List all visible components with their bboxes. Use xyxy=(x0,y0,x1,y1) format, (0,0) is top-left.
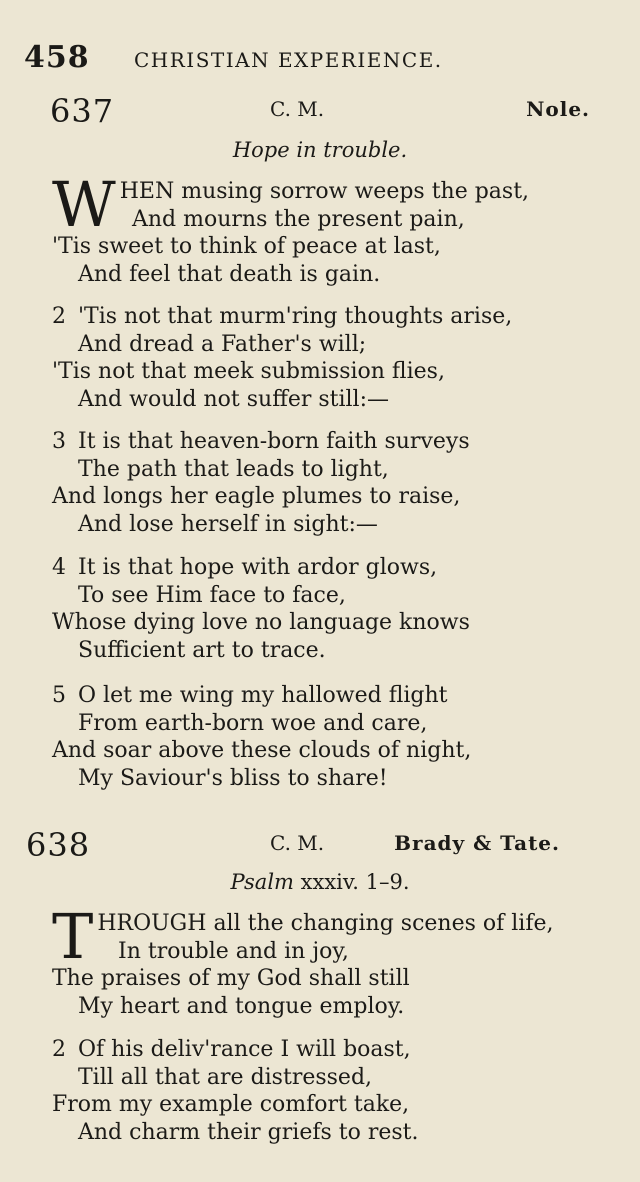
hymn-637-verse-4 xyxy=(52,554,612,664)
verse-line: And longs her eagle plumes to raise, xyxy=(52,484,461,509)
verse-line: From earth-born woe and care, xyxy=(78,710,428,736)
psalm-label: Psalm xyxy=(230,870,294,894)
verse-line: To see Him face to face, xyxy=(78,582,346,608)
hymn-637-verse-1 xyxy=(52,168,612,288)
verse-line: And lose herself in sight:— xyxy=(78,511,378,537)
verse-line: It is that hope with ardor glows, xyxy=(78,555,438,580)
verse-number: 2 xyxy=(52,304,66,329)
verse-line: And feel that death is gain. xyxy=(78,261,381,287)
verse-line: 'Tis sweet to think of peace at last, xyxy=(52,234,441,259)
verse-line: And charm their griefs to rest. xyxy=(78,1119,419,1145)
hymn-number: 638 xyxy=(26,826,91,864)
verse-line: And would not suffer still:— xyxy=(78,386,390,412)
verse-line: It is that heaven-born faith surveys xyxy=(78,429,470,454)
hymn-meter: C. M. xyxy=(270,97,325,121)
verse-line: My Saviour's bliss to share! xyxy=(78,765,388,791)
verse-number: 2 xyxy=(52,1037,66,1062)
hymn-author: Brady & Tate. xyxy=(394,831,560,855)
running-head xyxy=(24,40,604,76)
verse-line: In trouble and in joy, xyxy=(118,938,349,964)
hymn-638-header xyxy=(0,826,600,866)
verse-line: And dread a Father's will; xyxy=(78,331,367,357)
page-number: 458 xyxy=(24,40,90,75)
hymn-subtitle xyxy=(0,870,640,894)
hymn-638-verse-2 xyxy=(52,1036,612,1146)
drop-cap: T xyxy=(52,900,94,973)
hymn-637-verse-3 xyxy=(52,428,612,538)
verse-line: 'Tis not that meek submission flies, xyxy=(52,359,445,384)
hymn-637-verse-2 xyxy=(52,303,612,413)
hymn-637-verse-5 xyxy=(52,682,612,792)
hymn-meter: C. M. xyxy=(270,831,325,855)
verse-number: 3 xyxy=(52,429,66,454)
hymn-637-header xyxy=(0,92,600,132)
verse-line: Whose dying love no language knows xyxy=(52,610,470,635)
verse-line: O let me wing my hallowed flight xyxy=(78,683,448,708)
verse-line: HROUGH all the changing scenes of life, xyxy=(97,911,554,936)
verse-line: HEN musing sorrow weeps the past, xyxy=(119,179,530,204)
hymn-638-verse-1 xyxy=(52,900,612,1020)
verse-line: And soar above these clouds of night, xyxy=(52,738,472,763)
drop-cap: W xyxy=(52,168,116,241)
verse-line: And mourns the present pain, xyxy=(132,206,465,232)
verse-number: 5 xyxy=(52,683,66,708)
verse-line: From my example comfort take, xyxy=(52,1092,410,1117)
verse-line: The praises of my God shall still xyxy=(52,966,410,991)
verse-line: Till all that are distressed, xyxy=(78,1064,373,1090)
verse-line: The path that leads to light, xyxy=(78,456,389,482)
verse-line: Sufficient art to trace. xyxy=(78,637,326,663)
running-title: CHRISTIAN EXPERIENCE. xyxy=(134,48,443,72)
verse-number: 4 xyxy=(52,555,66,580)
hymn-number: 637 xyxy=(50,92,115,130)
hymn-subtitle: Hope in trouble. xyxy=(232,138,408,162)
hymn-author: Nole. xyxy=(526,97,590,121)
verse-line: Of his deliv'rance I will boast, xyxy=(78,1037,411,1062)
verse-line: My heart and tongue employ. xyxy=(78,993,405,1019)
psalm-reference: xxxiv. 1–9. xyxy=(293,870,410,894)
verse-line: 'Tis not that murm'ring thoughts arise, xyxy=(78,304,513,329)
